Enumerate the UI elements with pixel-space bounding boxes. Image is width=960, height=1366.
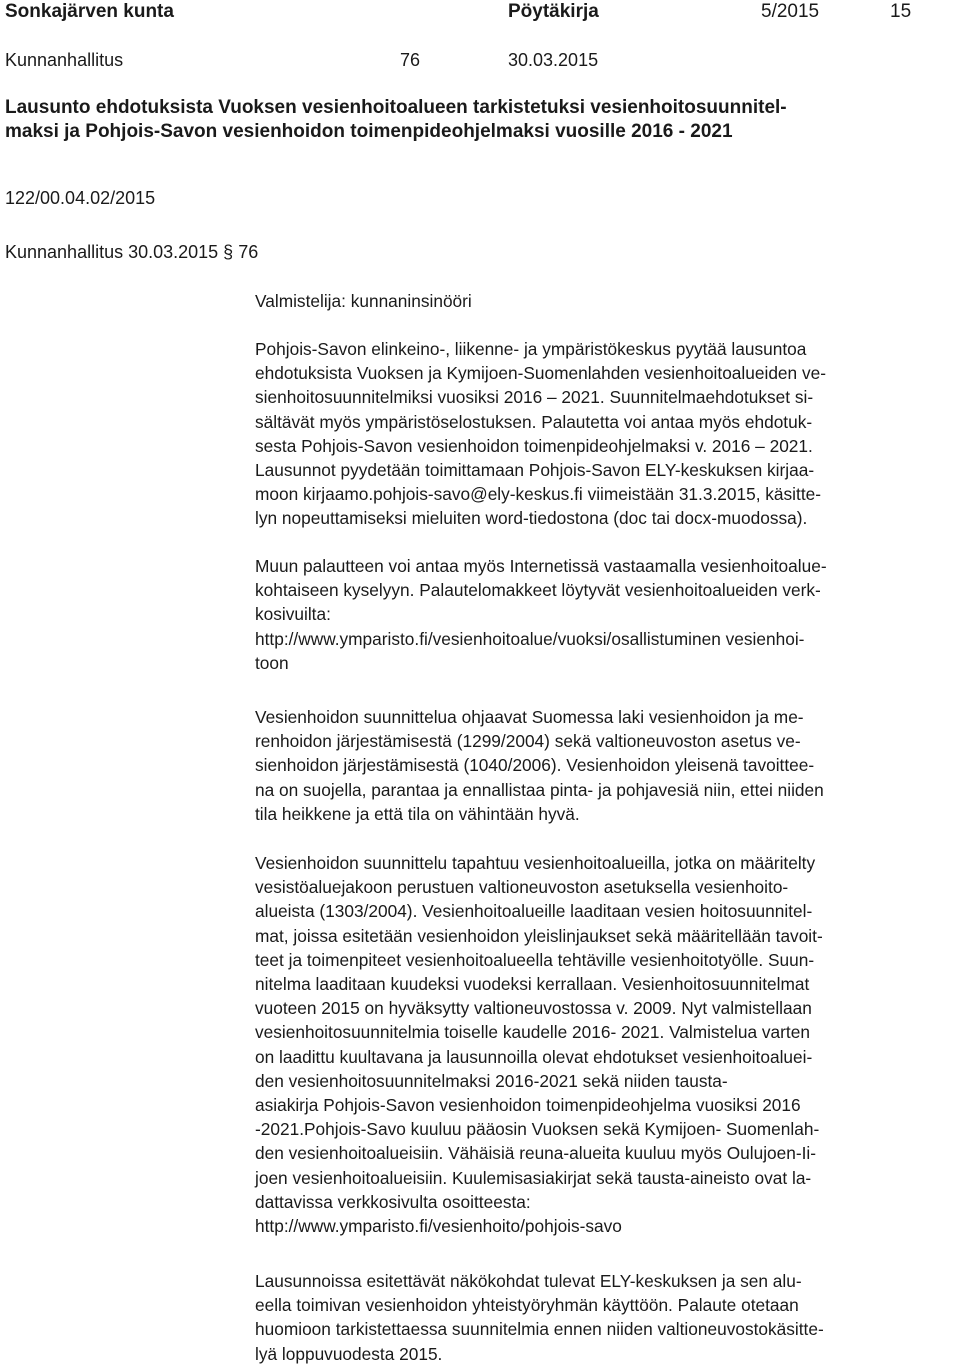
text-line: Lausunnot pyydetään toimittamaan Pohjois-Savon ELY-keskuksen kirjaa- bbox=[255, 460, 815, 481]
paragraph-legislation bbox=[255, 705, 824, 826]
board-name: Kunnanhallitus bbox=[5, 50, 124, 70]
text-line: http://www.ymparisto.fi/vesienhoitoalue/vuoksi/osallistuminen vesienhoi- bbox=[255, 628, 805, 649]
paragraph-usage bbox=[255, 1269, 824, 1366]
meeting-line: Kunnanhallitus 30.03.2015 § 76 bbox=[5, 242, 259, 262]
text-line: vesistöaluejakoon perustuen valtioneuvoston asetuksella vesienhoito- bbox=[255, 877, 789, 898]
text-line: asiakirja Pohjois-Savon vesienhoidon toimenpideohjelma vuosiksi 2016 bbox=[255, 1095, 801, 1116]
section-number: 76 bbox=[400, 50, 421, 70]
paragraph-request bbox=[255, 337, 826, 531]
text-line: lyä loppuvuodesta 2015. bbox=[255, 1343, 443, 1364]
document-title bbox=[5, 96, 787, 144]
text-line: huomioon tarkistettaessa suunnitelmia ennen niiden valtioneuvostokäsitte- bbox=[255, 1319, 824, 1340]
text-line: Vesienhoidon suunnittelua ohjaavat Suomessa laki vesienhoidon ja me- bbox=[255, 707, 804, 727]
text-line: ehdotuksista Vuoksen ja Kymijoen-Suomenlahden vesienhoitoalueiden ve- bbox=[255, 363, 826, 384]
organization-name: Sonkajärven kunta bbox=[5, 1, 174, 22]
text-line: kosivuilta: bbox=[255, 604, 331, 625]
preparer-line: Valmistelija: kunnaninsinööri bbox=[255, 291, 472, 311]
text-line: -2021.Pohjois-Savo kuuluu pääosin Vuoksen sekä Kymijoen- Suomenlah- bbox=[255, 1119, 820, 1140]
issue-number: 5/2015 bbox=[761, 1, 820, 22]
text-line: toon bbox=[255, 652, 289, 673]
paragraph-feedback bbox=[255, 554, 827, 675]
meeting-date: 30.03.2015 bbox=[508, 50, 599, 70]
paragraph-planning bbox=[255, 851, 823, 1238]
reference-number: 122/00.04.02/2015 bbox=[5, 188, 156, 208]
text-line: lyn nopeuttamiseksi mieluiten word-tiedostona (doc tai docx-muodossa). bbox=[255, 508, 808, 529]
text-line: renhoidon järjestämisestä (1299/2004) sekä valtioneuvoston asetus ve- bbox=[255, 731, 801, 752]
text-line: den vesienhoitosuunnitelmaksi 2016-2021 sekä niiden tausta- bbox=[255, 1070, 728, 1091]
text-line: sesta Pohjois-Savon vesienhoidon toimenpideohjelmaksi v. 2016 – 2021. bbox=[255, 435, 813, 456]
text-line: sienhoidon järjestämisestä (1040/2006). Vesienhoidon yleisenä tavoittee- bbox=[255, 755, 815, 776]
text-line: sienhoitosuunnitelmiksi vuosiksi 2016 – 2021. Suunnitelmaehdotukset si- bbox=[255, 387, 814, 408]
text-line: joen vesienhoitoalueisiin. Kuulemisasiakirjat sekä tausta-aineisto ovat la- bbox=[255, 1167, 812, 1188]
text-line: vesienhoitosuunnitelmia toiselle kaudelle 2016- 2021. Valmistelua varten bbox=[255, 1022, 810, 1043]
text-line: sältävät myös ympäristöselostuksen. Palautetta voi antaa myös ehdotuk- bbox=[255, 411, 813, 432]
text-line: Lausunnoissa esitettävät näkökohdat tulevat ELY-keskuksen ja sen alu- bbox=[255, 1271, 802, 1291]
title-line: maksi ja Pohjois-Savon vesienhoidon toimenpideohjelmaksi vuosille 2016 - 2021 bbox=[5, 121, 733, 142]
text-line: Muun palautteen voi antaa myös Internetissä vastaamalla vesienhoitoalue- bbox=[255, 556, 827, 576]
text-line: eella toimivan vesienhoidon yhteistyöryhmän käyttöön. Palaute otetaan bbox=[255, 1295, 799, 1316]
text-line: kohtaiseen kyselyyn. Palautelomakkeet löytyvät vesienhoitoalueiden verk- bbox=[255, 580, 821, 601]
title-line: Lausunto ehdotuksista Vuoksen vesienhoitoalueen tarkistetuksi vesienhoitosuunnitel- bbox=[5, 97, 787, 118]
text-line: den vesienhoitoalueisiin. Vähäisiä reuna-alueita kuuluu myös Oulujoen-Ii- bbox=[255, 1143, 817, 1164]
text-line: na on suojella, parantaa ja ennallistaa pinta- ja pohjavesiä niin, ettei niiden bbox=[255, 779, 824, 800]
text-line: moon kirjaamo.pohjois-savo@ely-keskus.fi viimeistään 31.3.2015, käsitte- bbox=[255, 484, 821, 505]
text-line: vuoteen 2015 on hyväksytty valtioneuvostossa v. 2009. Nyt valmistellaan bbox=[255, 998, 812, 1019]
text-line: Pohjois-Savon elinkeino-, liikenne- ja ympäristökeskus pyytää lausuntoa bbox=[255, 339, 807, 359]
text-line: dattavissa verkkosivulta osoitteesta: bbox=[255, 1191, 531, 1212]
document-type: Pöytäkirja bbox=[508, 1, 599, 22]
text-line: Vesienhoidon suunnittelu tapahtuu vesienhoitoalueilla, jotka on määritelty bbox=[255, 853, 816, 873]
text-line: teet ja toimenpiteet vesienhoitoalueella tehtäville vesienhoitotyölle. Suun- bbox=[255, 949, 815, 970]
text-line: on laadittu kuultavana ja lausunnoilla olevat ehdotukset vesienhoitoaluei- bbox=[255, 1046, 813, 1067]
text-line: http://www.ymparisto.fi/vesienhoito/pohjois-savo bbox=[255, 1216, 622, 1237]
page-number: 15 bbox=[890, 1, 912, 22]
text-line: alueista (1303/2004). Vesienhoitoalueille laaditaan vesien hoitosuunnitel- bbox=[255, 901, 813, 922]
text-line: tila heikkene ja että tila on vähintään hyvä. bbox=[255, 803, 580, 824]
text-line: mat, joissa esitetään vesienhoidon yleislinjaukset sekä määritellään tavoit- bbox=[255, 925, 823, 946]
text-line: nitelma laaditaan kuudeksi vuodeksi kerrallaan. Vesienhoitosuunnitelmat bbox=[255, 974, 810, 995]
